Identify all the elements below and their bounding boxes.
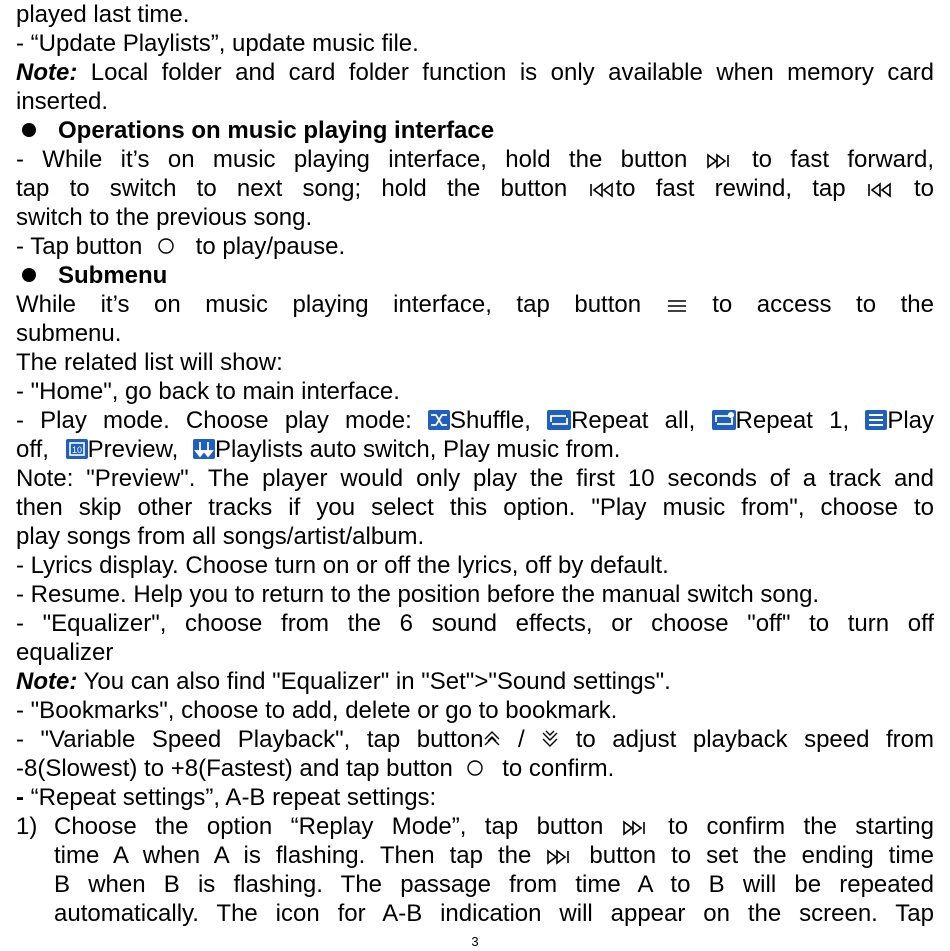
text-line: - While it’s on music playing interface, hold the button to fast forward, xyxy=(16,146,935,173)
previous-track-icon xyxy=(866,182,894,198)
text-line: -8(Slowest) to +8(Fastest) and tap button to confirm. xyxy=(16,755,615,782)
text-line: automatically. The icon for A-B indication will appear on the screen. Tap xyxy=(54,900,934,927)
text-line: inserted. xyxy=(16,88,109,115)
repeat-all-icon xyxy=(547,410,571,430)
text-line: - “Update Playlists”, update music file. xyxy=(16,30,419,57)
bullet-icon xyxy=(22,268,36,282)
section-heading: Operations on music playing interface xyxy=(16,116,934,145)
speed-down-icon xyxy=(541,729,559,749)
text-line: equalizer xyxy=(16,639,114,666)
playlists-auto-switch-icon xyxy=(193,439,215,459)
text-line: submenu. xyxy=(16,320,122,347)
page-number: 3 xyxy=(471,934,479,949)
text-line: - "Variable Speed Playback", tap button / to adjust playback speed from xyxy=(16,726,935,753)
confirm-circle-icon xyxy=(466,760,484,778)
text-line: While it’s on music playing interface, tap button to access to the xyxy=(16,291,934,318)
note-line xyxy=(16,667,934,696)
section-heading: Submenu xyxy=(16,261,934,290)
play-off-list-icon xyxy=(865,410,887,430)
play-pause-circle-icon xyxy=(157,238,175,256)
item-number: 1) xyxy=(16,813,38,840)
svg-text:10: 10 xyxy=(71,445,82,455)
next-track-icon xyxy=(706,153,734,169)
note-text: You can also find "Equalizer" in "Set">"Sound settings". xyxy=(77,668,671,695)
text-line: switch to the previous song. xyxy=(16,204,313,231)
bullet-icon xyxy=(22,123,36,137)
text-line: - "Equalizer", choose from the 6 sound effects, or choose "off" to turn off xyxy=(16,610,934,637)
repeat-one-icon xyxy=(712,410,736,430)
text-line: - Play mode. Choose play mode: Shuffle, Repeat all, Repeat 1, Play xyxy=(16,407,934,434)
text-line: time A when A is flashing. Then tap the button to set the ending time xyxy=(54,842,935,869)
text-line: The related list will show: xyxy=(16,349,283,376)
text-line: play songs from all songs/artist/album. xyxy=(16,523,425,550)
note-text: Local folder and card folder function is only available when memory card xyxy=(77,59,934,86)
text-line: Note: "Preview". The player would only play the first 10 seconds of a track and xyxy=(16,465,934,492)
text-line: - Tap button to play/pause. xyxy=(16,233,346,260)
text-line: off, 10 Preview, Playlists auto switch, Play music from. xyxy=(16,436,621,463)
note-line xyxy=(16,58,934,87)
preview-icon xyxy=(66,439,88,459)
next-track-icon xyxy=(546,849,574,865)
previous-track-icon xyxy=(588,182,616,198)
menu-icon xyxy=(666,298,688,314)
text-line: Choose the option “Replay Mode”, tap button to confirm the starting xyxy=(54,813,935,840)
text-line: - Resume. Help you to return to the position before the manual switch song. xyxy=(16,581,820,608)
text-line: - "Home", go back to main interface. xyxy=(16,378,400,405)
text-line: tap to switch to next song; hold the button to fast rewind, tap to xyxy=(16,175,935,202)
note-label: Note: xyxy=(16,668,78,695)
text-line: - "Bookmarks", choose to add, delete or go to bookmark. xyxy=(16,697,618,724)
text-line: then skip other tracks if you select this option. "Play music from", choose to xyxy=(16,494,934,521)
speed-up-icon xyxy=(483,729,501,749)
text-line: - “Repeat settings”, A-B repeat settings: xyxy=(16,784,437,811)
text-line: played last time. xyxy=(16,1,190,28)
note-label: Note: xyxy=(16,59,78,86)
text-line: - Lyrics display. Choose turn on or off the lyrics, off by default. xyxy=(16,552,669,579)
text-line: B when B is flashing. The passage from time A to B will be repeated xyxy=(54,871,934,898)
shuffle-icon xyxy=(428,410,450,430)
next-track-icon xyxy=(622,820,650,836)
